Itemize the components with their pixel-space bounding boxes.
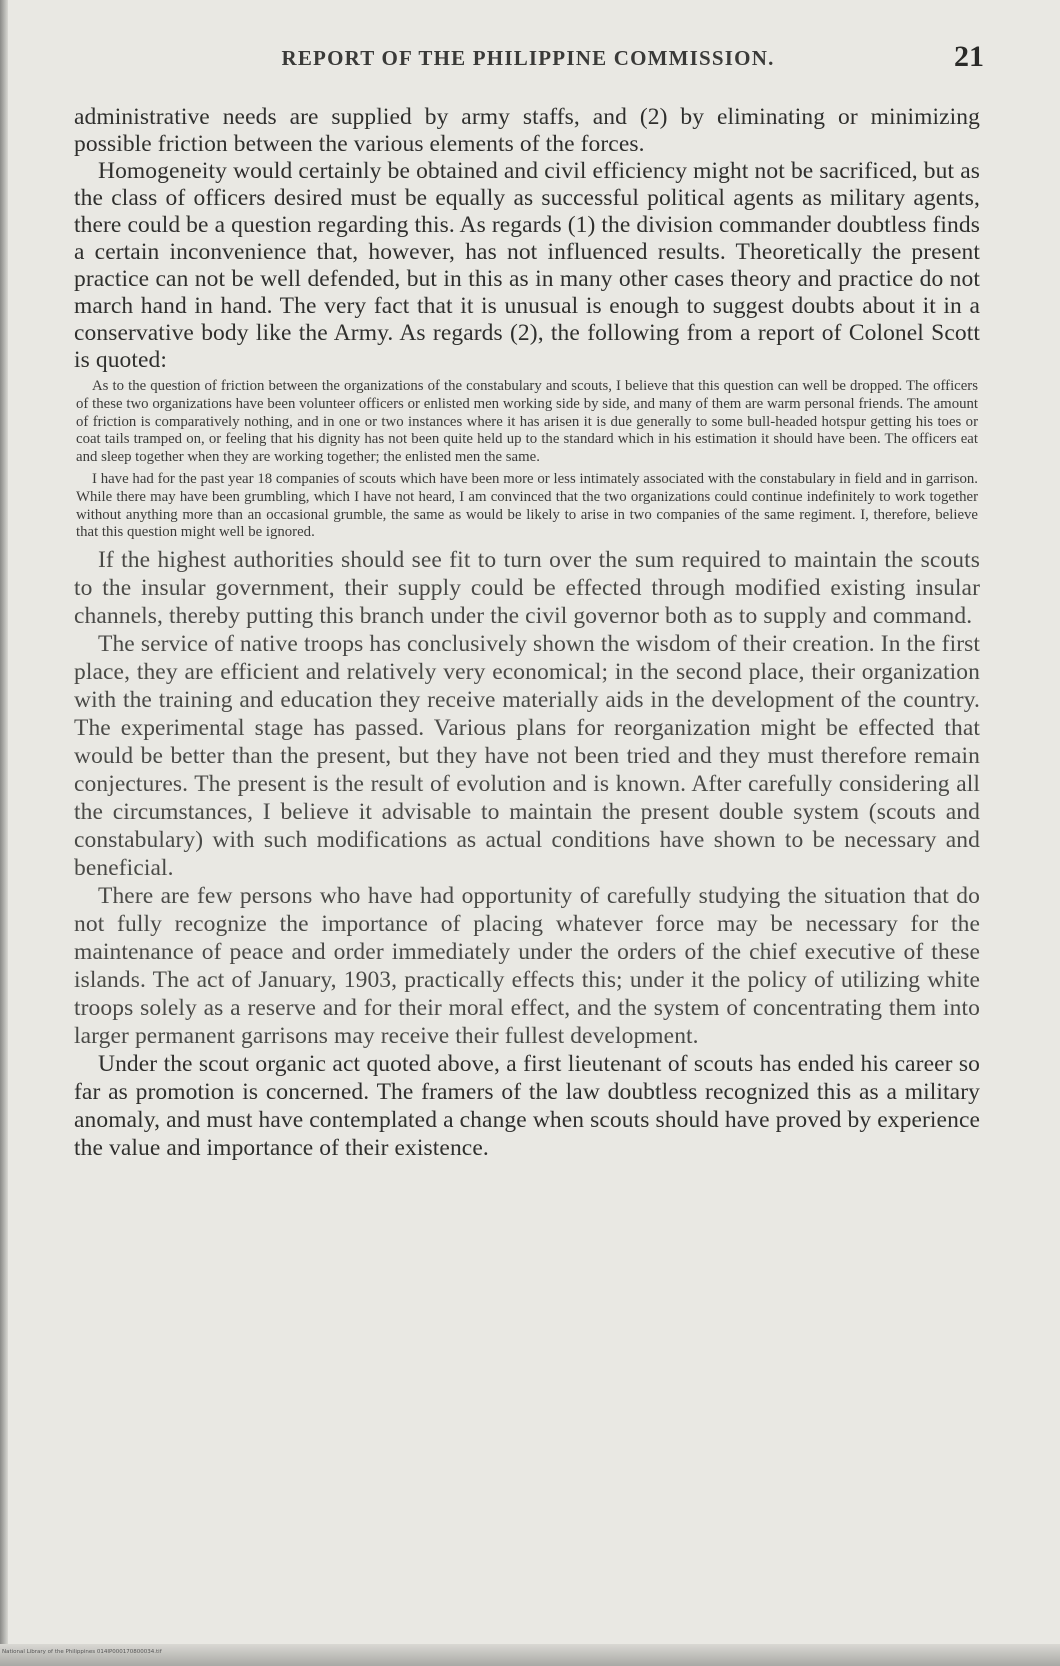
quote-paragraph-scouts: I have had for the past year 18 companies of scouts which have been more or less intimately associated with the constabulary in field and in garrison. While there may have been grumbling, which I have not heard, I am convinced that the two organizations could continue indefinitely to work together without anything more than an occasional grumble, the same as would be likely to arise in two companies of the same regiment. I, therefore, believe that this question might well be ignored. — [76, 470, 978, 541]
paragraph-continued: administrative needs are supplied by army staffs, and (2) by eliminating or minimizing possible friction between the various elements of the forces. — [74, 104, 980, 157]
page-body — [74, 104, 980, 1162]
running-head: REPORT OF THE PHILIPPINE COMMISSION. — [281, 46, 775, 70]
paragraph-homogeneity: Homogeneity would certainly be obtained and civil efficiency might not be sacrificed, but as the class of officers desired must be equally as successful political agents as military agents, there could be a question regarding this. As regards (1) the division commander doubtless finds a certain inconvenience that, however, has not influenced results. Theoretically the present practice can not be well defended, but in this as in many other cases theory and practice do not march hand in hand. The very fact that it is unusual is enough to suggest doubts about it in a conservative body like the Army. As regards (2), the following from a report of Colonel Scott is quoted: — [74, 158, 980, 373]
scan-bottom-edge — [0, 1644, 1060, 1666]
paragraph-highest-authorities: If the highest authorities should see fit to turn over the sum required to maintain the scouts to the insular government, their supply could be effected through modified existing insular channels, thereby putting this branch under the civil governor both as to supply and command. — [74, 547, 980, 630]
page-header — [78, 40, 984, 86]
paragraph-scout-organic-act: Under the scout organic act quoted above, a first lieutenant of scouts has ended his career so far as promotion is concerned. The framers of the law doubtless recognized this as a military anomaly, and must have contemplated a change when scouts should have proved by experience the value and importance of their existence. — [74, 1051, 980, 1162]
quote-paragraph-friction: As to the question of friction between the organizations of the constabulary and scouts, I believe that this question can well be dropped. The officers of these two organizations have been volunteer officers or enlisted men working side by side, and many of them are warm personal friends. The amount of friction is comparatively nothing, and in one or two instances where it has arisen it is due generally to some bull-headed hotspur getting his toes or coat tails tramped on, or feeling that his dignity has not been quite held up to the standard which in his estimation it should have been. The officers eat and sleep together when they are working together; the enlisted men the same. — [76, 378, 978, 466]
scan-left-edge — [0, 0, 8, 1666]
paragraph-few-persons: There are few persons who have had opportunity of carefully studying the situation that do not fully recognize the importance of placing whatever force may be necessary for the maintenance of peace and order immediately under the orders of the chief executive of these islands. The act of January, 1903, practically effects this; under it the policy of utilizing white troops solely as a reserve and for their moral effect, and the system of concentrating them into larger permanent garrisons may receive their fullest development. — [74, 883, 980, 1050]
paragraph-native-troops: The service of native troops has conclusively shown the wisdom of their creation. In the first place, they are efficient and relatively very economical; in the second place, their organization with the training and education they receive materially aids in the development of the country. The experimental stage has passed. Various plans for reorganization might be effected that would be better than the present, but they have not been tried and they must therefore remain conjectures. The present is the result of evolution and is known. After carefully considering all the circumstances, I believe it advisable to maintain the present double system (scouts and constabulary) with such modifications as actual conditions have shown to be necessary and beneficial. — [74, 631, 980, 882]
archive-stamp: National Library of the Philippines 014IP000170800034.tif — [2, 1649, 162, 1655]
page-number: 21 — [954, 40, 984, 73]
body-lower — [74, 546, 980, 1162]
block-quote — [74, 378, 980, 542]
